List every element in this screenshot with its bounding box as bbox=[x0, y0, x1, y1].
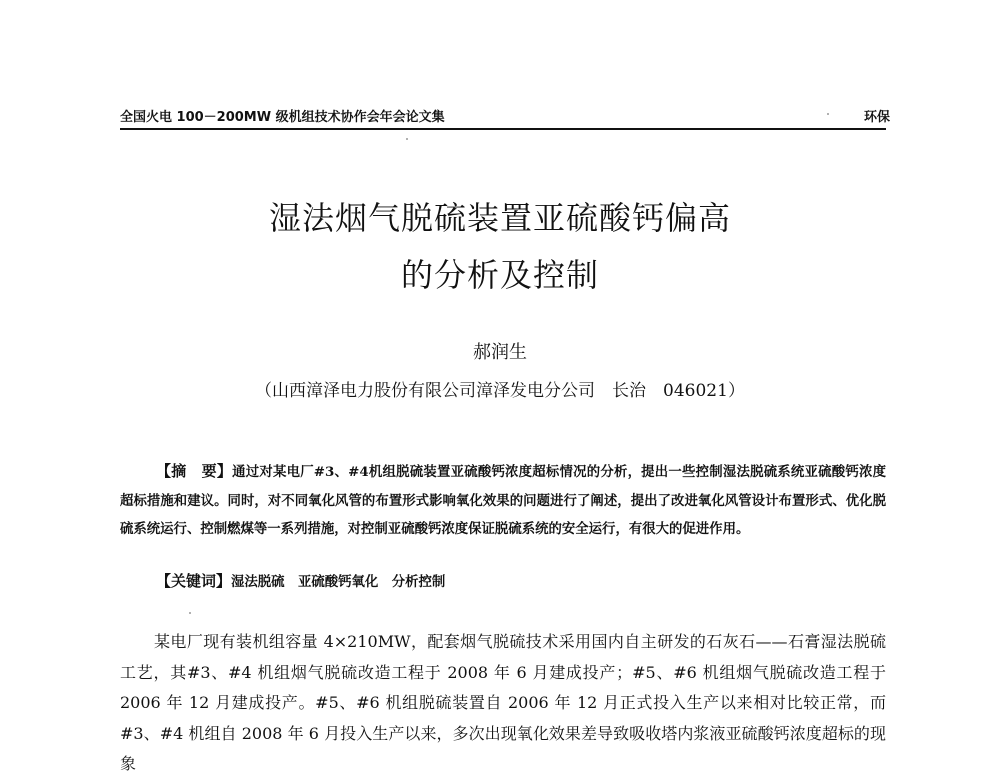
keywords-text: 湿法脱硫 亚硫酸钙氧化 分析控制 bbox=[231, 574, 446, 590]
scan-speck bbox=[406, 138, 408, 140]
keywords bbox=[156, 569, 886, 594]
running-head-proceedings-title: 全国火电 100－200MW 级机组技术协作会年会论文集 bbox=[120, 110, 445, 125]
scan-speck bbox=[189, 612, 191, 614]
abstract-text: 通过对某电厂#3、#4机组脱硫装置亚硫酸钙浓度超标情况的分析，提出一些控制湿法脱硫系统亚硫酸钙浓度超标措施和建议。同时，对不同氧化风管的布置形式影响氧化效果的问题进行了阐述，提出了改进氧化风管设计布置形式、优化脱硫系统运行、控制燃煤等一系列措施，对控制亚硫酸钙浓度保证脱硫系统的安全运行，有很大的促进作用。 bbox=[120, 464, 886, 537]
author-name: 郝润生 bbox=[473, 342, 527, 363]
keywords-label: 【关键词】 bbox=[156, 572, 232, 590]
author-affiliation: （山西漳泽电力股份有限公司漳泽发电分公司 长治 046021） bbox=[255, 381, 745, 401]
paper-title-line-2: 的分析及控制 bbox=[400, 256, 599, 294]
running-head-section: 环保 bbox=[863, 110, 890, 125]
abstract-label: 【摘 要】 bbox=[156, 462, 233, 480]
paper-title-line-1: 湿法烟气脱硫装置亚硫酸钙偏高 bbox=[268, 199, 731, 237]
abstract bbox=[120, 457, 886, 544]
running-head bbox=[120, 106, 890, 128]
scan-speck bbox=[827, 113, 829, 115]
body-paragraph-1: 某电厂现有装机组容量 4×210MW，配套烟气脱硫技术采用国内自主研发的石灰石——石膏湿法脱硫工艺，其#3、#4 机组烟气脱硫改造工程于 2008 年 6 月建成投产；#5、#6 机组烟气脱硫改造工程于 2006 年 12 月建成投产。#5、#6 机组脱硫装置自 2006 年 12 月正式投入生产以来相对比较正常，而#3、#4 机组自 2008 年 6 月投入生产以来，多次出现氧化效果差导致吸收塔内浆液亚硫酸钙浓度超标的现象 bbox=[120, 632, 886, 773]
header-rule bbox=[120, 128, 886, 130]
